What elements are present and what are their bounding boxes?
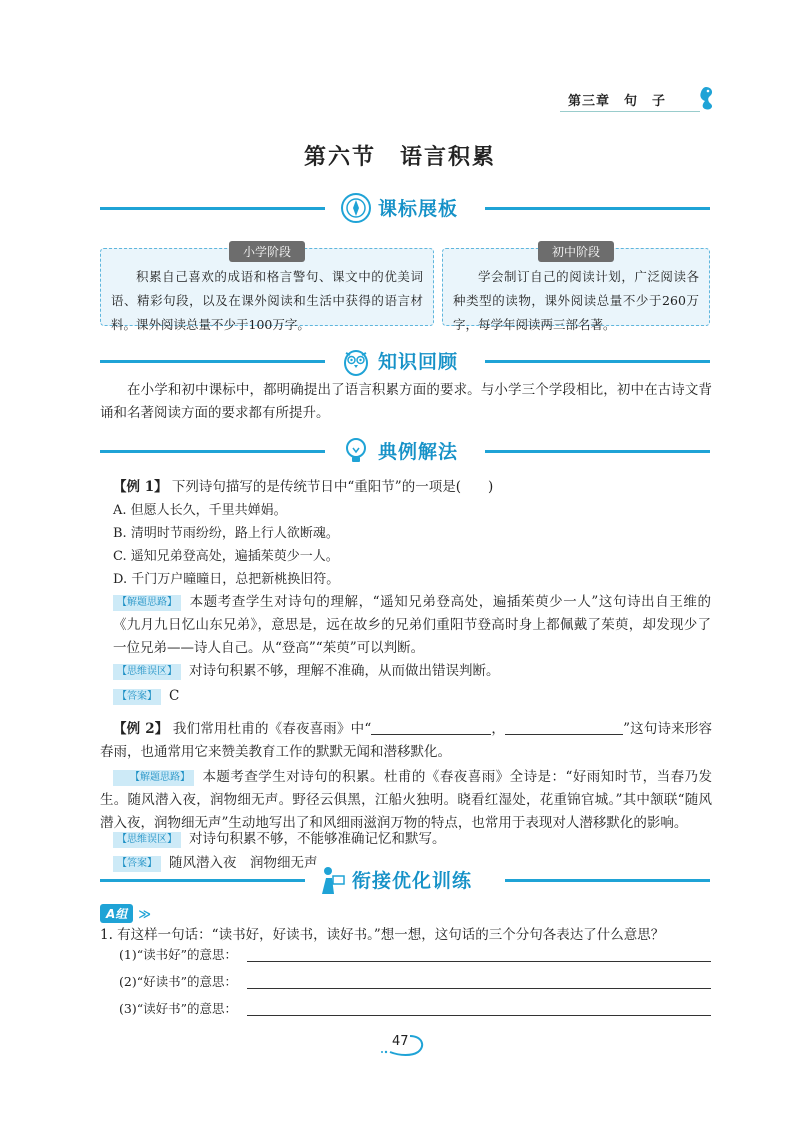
reading-person-icon xyxy=(316,864,348,896)
group-a-header xyxy=(100,903,151,923)
banner-rule-right xyxy=(485,450,710,453)
analysis-tag: 【解题思路】 xyxy=(113,595,181,611)
answer-blank-1[interactable] xyxy=(371,720,491,735)
banner-training xyxy=(100,862,710,898)
option-b: B. 清明时节雨纷纷，路上行人欲断魂。 xyxy=(113,526,339,541)
header-rule xyxy=(560,111,700,112)
banner-rule-right xyxy=(505,879,710,882)
example-2-text-3: ”这句诗来形容春雨，也通常用它来赞美教育工作的默默无闻和潜移默化。 xyxy=(100,721,713,760)
answer-text: C xyxy=(169,688,180,704)
fill-label-1: (1)“读书好”的意思： xyxy=(119,947,237,962)
example-1-answer xyxy=(113,685,711,708)
analysis-tag: 【解题思路】 xyxy=(113,770,194,786)
section-title: 第六节 语言积累 xyxy=(303,145,496,170)
banner-review xyxy=(100,343,710,379)
owl-icon xyxy=(340,345,372,377)
answer-line-2[interactable] xyxy=(247,988,711,989)
page-number-text: 47 xyxy=(392,1034,409,1049)
banner-examples xyxy=(100,433,710,469)
banner-standards xyxy=(100,190,710,226)
banner-rule-left xyxy=(100,450,325,453)
group-a-tag: A组 xyxy=(100,904,133,923)
example-2-mistake xyxy=(113,828,711,851)
banner-rule-right xyxy=(485,207,710,210)
banner-title: 课标展板 xyxy=(378,198,459,220)
training-question-1: 1. 有这样一句话：“读书好，好读书，读好书。”想一想，这句话的三个分句各表达了什么意思？ xyxy=(100,927,665,943)
fill-row-2 xyxy=(119,970,711,992)
banner-title: 典例解法 xyxy=(378,441,459,463)
answer-text: 随风潜入夜 润物细无声 xyxy=(169,855,318,871)
middle-standard-text: 学会制订自己的阅读计划，广泛阅读各种类型的读物，课外阅读总量不少于260万字，每学年阅读两三部名著。 xyxy=(453,269,699,332)
answer-line-3[interactable] xyxy=(247,1015,711,1016)
banner-rule-right xyxy=(485,360,710,363)
banner-rule-left xyxy=(100,360,325,363)
option-d: D. 千门万户曈曈日，总把新桃换旧符。 xyxy=(113,572,340,587)
page-number xyxy=(370,1030,430,1060)
example-1-analysis xyxy=(113,591,711,660)
example-2-label: 【例 2】 xyxy=(113,721,169,737)
fill-label-2: (2)“好读书”的意思： xyxy=(119,974,237,989)
primary-standard-box xyxy=(100,245,434,332)
example-1-label: 【例 1】 xyxy=(113,479,168,495)
answer-tag: 【答案】 xyxy=(113,689,161,705)
banner-rule-left xyxy=(100,207,325,210)
example-1 xyxy=(113,476,713,591)
example-1-question-text: 下列诗句描写的是传统节日中“重阳节”的一项是( ) xyxy=(171,479,494,495)
banner-rule-left xyxy=(100,879,305,882)
double-arrow-icon: ≫ xyxy=(138,907,151,921)
lightbulb-icon xyxy=(340,435,372,467)
example-1-mistake xyxy=(113,660,711,683)
option-a: A. 但愿人长久，千里共婵娟。 xyxy=(113,503,287,518)
example-2-text-1: 我们常用杜甫的《春夜喜雨》中“ xyxy=(172,721,372,737)
option-c: C. 遥知兄弟登高处，遍插茱萸少一人。 xyxy=(113,549,339,564)
answer-blank-2[interactable] xyxy=(505,720,623,735)
answer-line-1[interactable] xyxy=(247,961,711,962)
fill-row-1 xyxy=(119,943,711,965)
mistake-text: 对诗句积累不够，理解不准确，从而做出错误判断。 xyxy=(189,663,500,679)
primary-standard-text: 积累自己喜欢的成语和格言警句、课文中的优美词语、精彩句段，以及在课外阅读和生活中获得的语言材料。课外阅读总量不少于100万字。 xyxy=(111,269,423,332)
example-2-analysis xyxy=(100,766,712,835)
chapter-header xyxy=(560,84,740,114)
mistake-text: 对诗句积累不够，不能够准确记忆和默写。 xyxy=(189,831,446,847)
answer-tag: 【答案】 xyxy=(113,856,161,872)
mistake-tag: 【思维误区】 xyxy=(113,664,181,680)
fill-row-3 xyxy=(119,997,711,1019)
compass-icon xyxy=(340,192,372,224)
primary-stage-tag: 小学阶段 xyxy=(229,241,305,262)
review-paragraph: 在小学和初中课标中，都明确提出了语言积累方面的要求。与小学三个学段相比，初中在古诗文背诵和名著阅读方面的要求都有所提升。 xyxy=(100,382,712,421)
example-2-text-2: ， xyxy=(491,721,506,737)
analysis-text: 本题考查学生对诗句的理解，“遥知兄弟登高处，遍插茱萸少一人”这句诗出自王维的《九月九日忆山东兄弟》，意思是，远在故乡的兄弟们重阳节登高时身上都佩戴了茱萸，却发现少了一位兄弟——诗人自己。从“登高”“茱萸”可以判断。 xyxy=(113,594,711,656)
banner-title: 知识回顾 xyxy=(378,351,459,373)
example-1-question xyxy=(113,476,713,499)
banner-title: 衔接优化训练 xyxy=(352,870,473,892)
chapter-label: 第三章 句 子 xyxy=(568,94,667,109)
example-2-question-block xyxy=(100,718,712,764)
seahorse-icon xyxy=(690,84,718,112)
mistake-tag: 【思维误区】 xyxy=(113,832,181,848)
middle-stage-tag: 初中阶段 xyxy=(538,241,614,262)
fill-label-3: (3)“读好书”的意思： xyxy=(119,1001,237,1016)
analysis-text: 本题考查学生对诗句的积累。杜甫的《春夜喜雨》全诗是：“好雨知时节，当春乃发生。随风潜入夜，润物细无声。野径云俱黑，江船火独明。晓看红湿处，花重锦官城。”其中颔联“随风潜入夜，润物细无声”生动地写出了和风细雨滋润万物的特点，也常用于表现对人潜移默化的影响。 xyxy=(100,769,712,831)
middle-standard-box xyxy=(442,245,710,332)
